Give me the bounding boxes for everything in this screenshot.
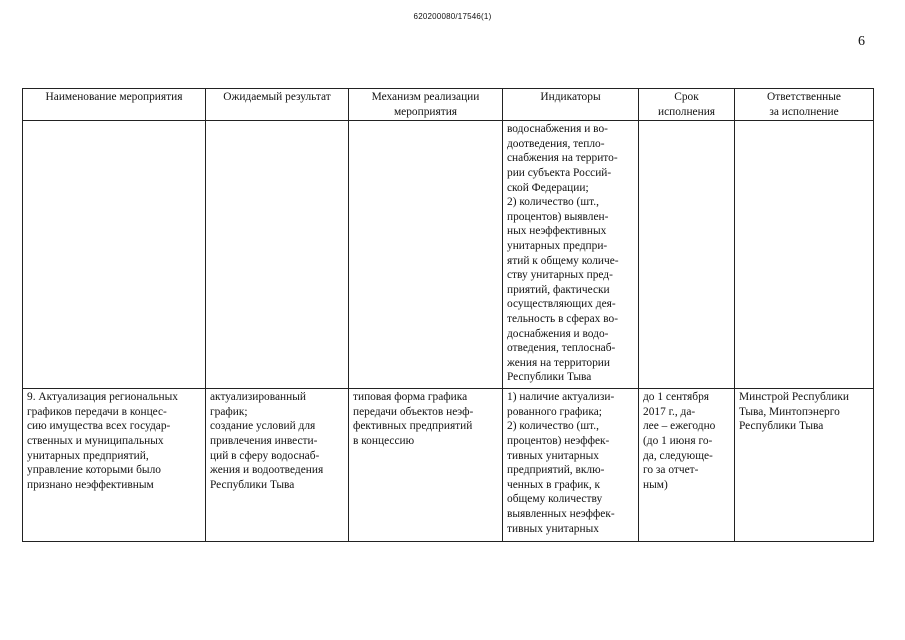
cell-deadline: до 1 сентября 2017 г., да- лее – ежегодно (до 1 июня го- да, следующе- го за отчет- ным) [639,389,735,542]
cell-indicators: 1) наличие актуализи- рованного графика; 2) количество (шт., процентов) неэффек- тивных унитарных предприятий, вклю- ченных в график, к общему количеству выявленных неэффек- тивных унитарных [503,389,639,542]
table-row [23,389,874,542]
table-header-row [23,89,874,121]
cell-measure-name: 9. Актуализация региональных графиков передачи в концес- сию имущества всех государ- ственных и муниципальных унитарных предприятий, управление которыми было признано неэффективным [23,389,206,542]
page-number: 6 [858,34,865,49]
document-number: 620200080/17546(1) [413,12,492,21]
cell-expected-result: актуализированный график; создание условий для привлечения инвести- ций в сферу водоснаб- жения и водоотведения Республики Тыва [206,389,349,542]
cell-responsible [735,121,874,389]
measures-table [22,88,874,542]
cell-indicators: водоснабжения и во- доотведения, тепло- снабжения на террито- рии субъекта Россий- ской Федерации; 2) количество (шт., процентов) выявлен- ных неэффективных унитарных предпри- ятий к общему количе- ству унитарных пред- приятий, фактически осуществляющих дея- тельность в сферах во- доснабжения и водо- отведения, теплоснаб- жения на территории Республики Тыва [503,121,639,389]
header-responsible: Ответственные за исполнение [735,89,874,121]
cell-mechanism: типовая форма графика передачи объектов неэф- фективных предприятий в концессию [349,389,503,542]
table-row [23,121,874,389]
header-indicators: Индикаторы [503,89,639,121]
cell-expected-result [206,121,349,389]
header-measure-name: Наименование мероприятия [23,89,206,121]
header-expected-result: Ожидаемый результат [206,89,349,121]
cell-measure-name [23,121,206,389]
cell-mechanism [349,121,503,389]
header-deadline: Срок исполнения [639,89,735,121]
cell-deadline [639,121,735,389]
cell-responsible: Минстрой Республики Тыва, Минтопэнерго Республики Тыва [735,389,874,542]
header-mechanism: Механизм реализации мероприятия [349,89,503,121]
